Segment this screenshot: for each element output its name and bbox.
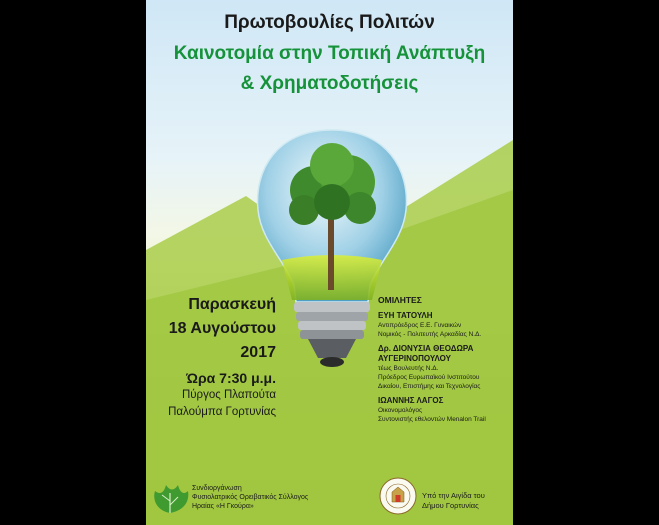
organizer-name-sub: Ηραίας «Η Γκούρα» xyxy=(192,503,254,510)
patron-label: Υπό την Αιγίδα του xyxy=(422,491,485,500)
event-location: Παλούμπα Γορτυνίας xyxy=(168,406,276,418)
organizer-name: Φυσιολατρικός Ορειβατικός Σύλλογος xyxy=(192,494,309,501)
poster-subtitle-line1: Καινοτομία στην Τοπική Ανάπτυξη xyxy=(173,43,486,64)
organizer-leaf-logo xyxy=(150,481,190,515)
speakers-section xyxy=(378,295,512,424)
municipality-seal xyxy=(378,476,418,516)
speaker-role: τέως Βουλευτής Ν.Δ. xyxy=(378,365,439,372)
organizer-text xyxy=(192,484,308,511)
poster-title: Πρωτοβουλίες Πολιτών xyxy=(224,12,435,33)
speakers-heading: ΟΜΙΛΗΤΕΣ xyxy=(378,295,422,305)
event-day: Παρασκευή xyxy=(188,296,276,313)
speaker-role: Δικαίου, Επιστήμης και Τεχνολογίας xyxy=(378,383,481,390)
speaker-role: Αντιπρόεδρος Ε.Ε. Γυναικών xyxy=(378,322,462,329)
speaker-name: ΙΩΑΝΝΗΣ ΛΑΓΟΣ xyxy=(378,396,444,405)
event-time: Ώρα 7:30 μ.μ. xyxy=(186,370,276,386)
organizer-label: Συνδιοργάνωση xyxy=(192,485,242,492)
speaker-name: Δρ. ΔΙΟΝΥΣΙΑ ΘΕΟΔΩΡΑ ΑΥΓΕΡΙΝΟΠΟΥΛΟΥ xyxy=(378,344,474,363)
patron-text xyxy=(422,491,485,511)
event-year: 2017 xyxy=(240,344,276,361)
speaker-role: Πρόεδρος Ευρωπαϊκού Ινστιτούτου xyxy=(378,374,480,381)
speaker-name: ΕΥΗ ΤΑΤΟΥΛΗ xyxy=(378,311,433,320)
event-venue: Πύργος Πλαπούτα xyxy=(181,389,276,401)
patron-name: Δήμου Γορτυνίας xyxy=(422,501,479,510)
speaker-role: Νομικός - Πολιτευτής Αρκαδίας Ν.Δ. xyxy=(378,331,482,338)
poster-subtitle-line2: & Χρηματοδοτήσεις xyxy=(240,73,419,94)
event-poster xyxy=(146,0,513,525)
event-date: 18 Αυγούστου xyxy=(168,320,276,337)
speaker-role: Οικονομολόγος xyxy=(378,407,423,414)
speaker-role: Συντονιστής εθελοντών Menalon Trail xyxy=(378,416,486,423)
